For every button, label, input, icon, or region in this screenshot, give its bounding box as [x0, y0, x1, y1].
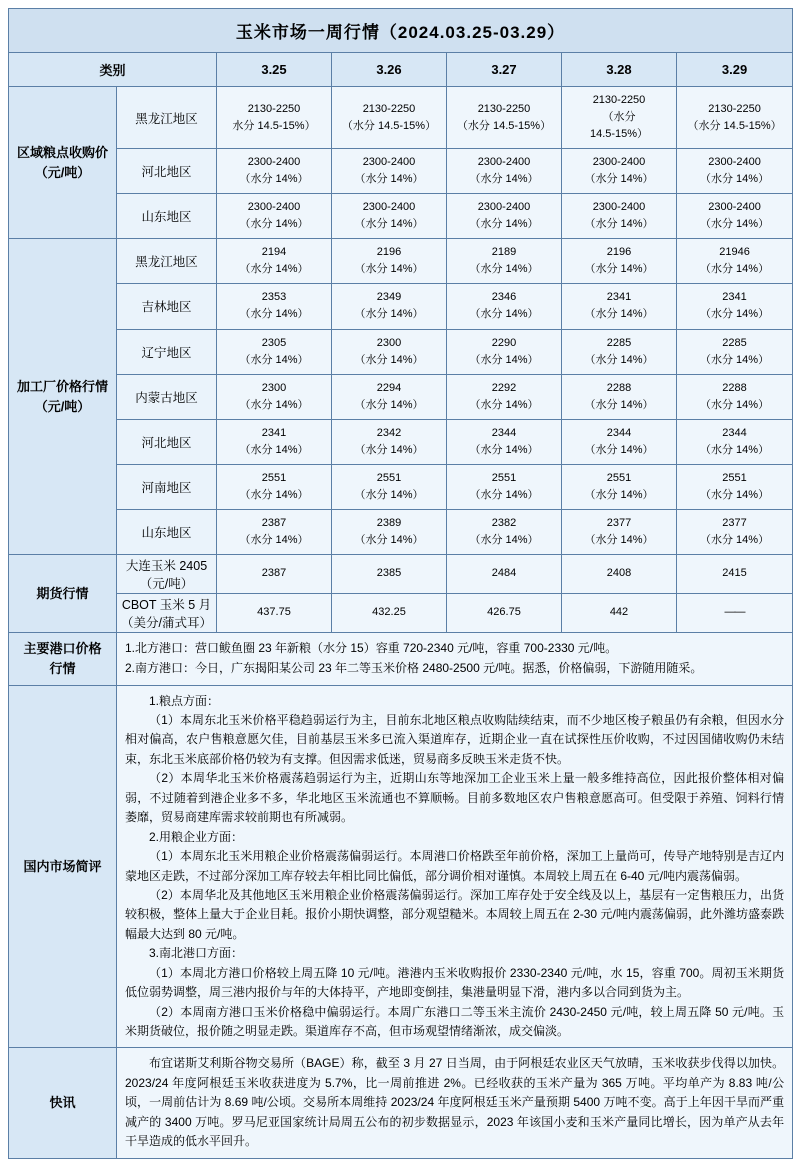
value: 2353 — [261, 291, 287, 304]
moisture: （水分 14%） — [469, 488, 539, 501]
moisture: （水分 14.5-15%） — [456, 119, 552, 132]
value: 2294 — [376, 381, 402, 394]
table-row — [9, 685, 793, 1048]
cell-factory-3-2 — [447, 374, 562, 419]
cell-futures-0-2: 2484 — [447, 554, 562, 593]
value: 2290 — [491, 336, 517, 349]
cell-factory-6-2 — [447, 509, 562, 554]
section-label-line2: （元/吨） — [34, 398, 91, 414]
table-row — [9, 374, 793, 419]
cell-region-2-4 — [677, 194, 793, 239]
cell-region-0-1 — [332, 87, 447, 149]
cell-region-2-1 — [332, 194, 447, 239]
moisture: （水分 — [602, 111, 636, 124]
cell-factory-1-0 — [217, 284, 332, 329]
review-p-8: （2）本周南方港口玉米价格稳中偏弱运行。本周广东港口二等玉米主流价 2430-2450 元/吨，较上周五降 50 元/吨。玉米期货破位，报价随之明显走跌。渠道库存不高，但市场观望情绪渐浓，成交偏淡。 — [125, 1004, 785, 1039]
cell-region-2-3 — [562, 194, 677, 239]
row-name-jilin: 吉林地区 — [117, 284, 217, 329]
moisture: （水分 14%） — [354, 443, 424, 456]
cell-futures-0-3: 2408 — [562, 554, 677, 593]
value: 2551 — [376, 471, 402, 484]
cell-factory-4-3 — [562, 419, 677, 464]
value: 2387 — [261, 516, 287, 529]
news-content — [117, 1048, 793, 1158]
moisture: （水分 14%） — [239, 173, 309, 186]
table-row — [9, 554, 793, 593]
moisture: （水分 14%） — [239, 398, 309, 411]
value: 2342 — [376, 426, 402, 439]
moisture: （水分 14.5-15%） — [687, 119, 782, 132]
value: 2344 — [606, 426, 632, 439]
cell-futures-1-2: 426.75 — [447, 593, 562, 632]
moisture: （水分 14%） — [239, 488, 309, 501]
moisture: （水分 14%） — [469, 173, 539, 186]
moisture: （水分 14%） — [700, 398, 770, 411]
moisture: （水分 14%） — [584, 308, 654, 321]
value: 2300-2400 — [708, 156, 761, 169]
cell-futures-1-0: 437.75 — [217, 593, 332, 632]
review-p-4: （1）本周东北玉米用粮企业价格震荡偏弱运行。本周港口价格跌至年前价格，深加工上量尚可，传导产地特别是吉辽内蒙地区走跌，不过部分深加工库存较去年相比同比偏低，部分调价相对谨慎。本周较上周五在 6-40 元/吨内震荡偏弱。 — [125, 849, 785, 883]
row-name-f-heilongjiang: 黑龙江地区 — [117, 239, 217, 284]
moisture: （水分 14%） — [239, 218, 309, 231]
cell-factory-5-2 — [447, 464, 562, 509]
value: 2292 — [491, 381, 517, 394]
table-row — [9, 464, 793, 509]
moisture-2: 14.5-15%） — [589, 128, 649, 141]
value: 2551 — [261, 471, 287, 484]
moisture: （水分 14%） — [700, 488, 770, 501]
moisture: （水分 14%） — [239, 533, 309, 546]
moisture: （水分 14%） — [584, 443, 654, 456]
value: 2377 — [606, 516, 632, 529]
review-p-1: （1）本周东北玉米价格平稳趋弱运行为主，目前东北地区粮点收购陆续结束，而不少地区梭子粮虽仍有余粮，但因水分相对偏高，农户售粮意愿欠佳，目前基层玉米多已流入渠道库存，近期企业一直在试探性压价收购，不过因国储收购仍未结束，东北玉米底部价格仍较为有支撑。但因需求低迷，贸易商多反映玉米走货不快。 — [125, 713, 785, 766]
section-label-news: 快讯 — [9, 1048, 117, 1158]
value: 2300 — [376, 336, 402, 349]
moisture: （水分 14%） — [584, 398, 654, 411]
header-date-3: 3.28 — [562, 53, 677, 87]
cell-factory-1-1 — [332, 284, 447, 329]
moisture: （水分 14%） — [700, 173, 770, 186]
moisture: （水分 14%） — [469, 218, 539, 231]
cell-factory-4-4 — [677, 419, 793, 464]
table-header-row — [9, 53, 793, 87]
cell-futures-1-4: —— — [677, 593, 793, 632]
table-row — [9, 419, 793, 464]
moisture: （水分 14%） — [239, 353, 309, 366]
cell-factory-3-4 — [677, 374, 793, 419]
cell-region-1-2 — [447, 149, 562, 194]
cell-region-2-0 — [217, 194, 332, 239]
cell-factory-3-0 — [217, 374, 332, 419]
table-title-row — [9, 9, 793, 53]
moisture: （水分 14%） — [584, 218, 654, 231]
moisture: （水分 14.5-15%） — [341, 119, 437, 132]
cell-factory-1-2 — [447, 284, 562, 329]
value: 2300-2400 — [708, 201, 761, 214]
value: 2130-2250 — [592, 94, 646, 106]
value: 2341 — [261, 426, 287, 439]
moisture: （水分 14%） — [354, 488, 424, 501]
moisture: （水分 14%） — [700, 218, 770, 231]
value: 2551 — [491, 471, 517, 484]
cell-factory-6-1 — [332, 509, 447, 554]
review-p-0: 1.粮点方面： — [149, 693, 220, 708]
cell-factory-0-4 — [677, 239, 793, 284]
moisture: （水分 14%） — [700, 353, 770, 366]
futures-unit: （美分/蒲式耳） — [121, 615, 212, 630]
cell-factory-0-2 — [447, 239, 562, 284]
section-label-line2: （元/吨） — [34, 164, 91, 180]
cell-region-0-4 — [677, 87, 793, 149]
value: 2189 — [491, 246, 517, 259]
value: 2130-2250 — [247, 102, 301, 115]
value: 2288 — [606, 381, 632, 394]
section-label-region-purchase — [9, 87, 117, 239]
table-row — [9, 329, 793, 374]
section-label-factory-price — [9, 239, 117, 555]
row-name-f-shandong: 山东地区 — [117, 509, 217, 554]
value: 2300-2400 — [592, 156, 646, 169]
section-label-futures: 期货行情 — [9, 554, 117, 632]
table-row — [9, 239, 793, 284]
moisture: （水分 14%） — [584, 533, 654, 546]
moisture: （水分 14%） — [700, 443, 770, 456]
section-label-ports — [9, 632, 117, 685]
futures-name: 大连玉米 2405 — [125, 558, 208, 573]
value: 2300-2400 — [477, 201, 531, 214]
section-label-line2: 行情 — [49, 660, 76, 676]
value: 2551 — [606, 471, 632, 484]
row-name-hebei: 河北地区 — [117, 149, 217, 194]
moisture: （水分 14%） — [354, 398, 424, 411]
moisture: （水分 14%） — [354, 263, 424, 276]
moisture: （水分 14%） — [239, 263, 309, 276]
header-date-0: 3.25 — [217, 53, 332, 87]
value: 2285 — [722, 336, 747, 349]
moisture: （水分 14%） — [354, 533, 424, 546]
table-row — [9, 1048, 793, 1158]
cell-region-0-0 — [217, 87, 332, 149]
cell-factory-2-0 — [217, 329, 332, 374]
moisture: （水分 14%） — [700, 263, 770, 276]
cell-factory-3-1 — [332, 374, 447, 419]
moisture: 水分 14.5-15%） — [232, 119, 316, 132]
section-label-line1: 加工厂价格行情 — [16, 379, 108, 395]
value: 2130-2250 — [708, 102, 761, 115]
header-date-4: 3.29 — [677, 53, 793, 87]
value: 2196 — [376, 246, 402, 259]
moisture: （水分 14%） — [584, 353, 654, 366]
moisture: （水分 14%） — [584, 173, 654, 186]
review-p-7: （1）本周北方港口价格较上周五降 10 元/吨。港港内玉米收购报价 2330-2340 元/吨，水 15，容重 700。周初玉米期货低位弱势调整，周三港内报价与年的大体持平，产地即变倒挂，集港量明显下滑，港内多以合同到货为主。 — [125, 965, 785, 1000]
cell-region-0-2 — [447, 87, 562, 149]
cell-factory-5-3 — [562, 464, 677, 509]
cell-factory-3-3 — [562, 374, 677, 419]
cell-factory-5-1 — [332, 464, 447, 509]
value: 2196 — [606, 246, 632, 259]
table-row — [9, 284, 793, 329]
section-label-line1: 主要港口价格 — [23, 641, 102, 657]
moisture: （水分 14%） — [469, 533, 539, 546]
header-category: 类别 — [9, 53, 217, 87]
value: 2344 — [722, 426, 747, 439]
ports-content — [117, 632, 793, 685]
market-review-content — [117, 685, 793, 1048]
cell-region-1-0 — [217, 149, 332, 194]
value: 2344 — [491, 426, 517, 439]
value: 2346 — [491, 291, 517, 304]
cell-factory-6-4 — [677, 509, 793, 554]
moisture: （水分 14%） — [700, 308, 770, 321]
moisture: （水分 14%） — [239, 308, 309, 321]
value: 2349 — [376, 291, 402, 304]
cell-region-1-4 — [677, 149, 793, 194]
cell-futures-0-4: 2415 — [677, 554, 793, 593]
moisture: （水分 14%） — [354, 353, 424, 366]
moisture: （水分 14%） — [469, 398, 539, 411]
moisture: （水分 14%） — [354, 218, 424, 231]
value: 2341 — [606, 291, 632, 304]
row-name-heilongjiang: 黑龙江地区 — [117, 87, 217, 149]
row-name-dalian-corn-2405 — [117, 554, 217, 593]
cell-region-1-3 — [562, 149, 677, 194]
moisture: （水分 14%） — [584, 263, 654, 276]
moisture: （水分 14%） — [469, 443, 539, 456]
cell-factory-5-4 — [677, 464, 793, 509]
row-name-neimenggu: 内蒙古地区 — [117, 374, 217, 419]
value: 2300-2400 — [362, 201, 416, 214]
moisture: （水分 14%） — [354, 308, 424, 321]
value: 2288 — [722, 381, 747, 394]
ports-line-south: 2.南方港口：今日，广东揭阳某公司 23 年二等玉米价格 2480-2500 元/吨。据悉，价格偏弱，下游随用随采。 — [125, 660, 703, 675]
section-label-market-review: 国内市场简评 — [9, 685, 117, 1048]
ports-line-north: 1.北方港口：营口鲅鱼圈 23 年新粮（水分 15）容重 720-2340 元/吨，容重 700-2330 元/吨。 — [125, 640, 618, 655]
cell-factory-5-0 — [217, 464, 332, 509]
table-row — [9, 593, 793, 632]
row-name-shandong: 山东地区 — [117, 194, 217, 239]
header-date-2: 3.27 — [447, 53, 562, 87]
value: 2130-2250 — [477, 102, 531, 115]
row-name-f-hebei: 河北地区 — [117, 419, 217, 464]
value: 2300 — [261, 381, 287, 394]
cell-factory-4-2 — [447, 419, 562, 464]
cell-futures-1-3: 442 — [562, 593, 677, 632]
cell-region-2-2 — [447, 194, 562, 239]
cell-factory-1-3 — [562, 284, 677, 329]
cell-factory-0-3 — [562, 239, 677, 284]
cell-region-0-3 — [562, 87, 677, 149]
cell-factory-4-1 — [332, 419, 447, 464]
value: 2341 — [722, 291, 747, 304]
header-date-1: 3.26 — [332, 53, 447, 87]
table-row — [9, 149, 793, 194]
value: 2305 — [261, 336, 287, 349]
moisture: （水分 14%） — [584, 488, 654, 501]
table-row — [9, 194, 793, 239]
futures-unit: （元/吨） — [139, 576, 194, 591]
table-row — [9, 509, 793, 554]
news-text: 布宜诺斯艾利斯谷物交易所（BAGE）称，截至 3 月 27 日当周，由于阿根廷农业区天气放晴，玉米收获步伐得以加快。2023/24 年度阿根廷玉米收获进度为 5.7%，比一周前推进 2%。已经收获的玉米产量为 365 万吨。平均单产为 8.83 吨/公顷，一周前估计为 8.69 吨/公顷。交易所本周维持 2023/24 年度阿根廷玉米产量预期 5400 万吨不变。高于上年因干旱而严重减产的 3400 万吨。罗马尼亚国家统计局周五公布的初步数据显示，2023 年该国小麦和玉米产量同比增长，因为单产从去年干旱造成的低水平回升。 — [125, 1056, 785, 1149]
table-row — [9, 632, 793, 685]
corn-market-weekly-table — [8, 8, 793, 1159]
cell-factory-1-4 — [677, 284, 793, 329]
cell-futures-0-0: 2387 — [217, 554, 332, 593]
cell-futures-1-1: 432.25 — [332, 593, 447, 632]
review-p-3: 2.用粮企业方面： — [149, 829, 244, 844]
value: 2382 — [491, 516, 517, 529]
value: 2377 — [722, 516, 747, 529]
value: 2551 — [722, 471, 747, 484]
review-p-2: （2）本周华北玉米价格震荡趋弱运行为主，近期山东等地深加工企业玉米上量一般多维持高位，因此报价整体相对偏弱，不过随着到港企业多不多，华北地区玉米流通也不算顺畅。目前多数地区农户售粮意愿高可。但受限于养殖、饲料行情萎靡，贸易商建库需求较前期也有所减弱。 — [125, 771, 785, 825]
table-row — [9, 87, 793, 149]
moisture: （水分 14%） — [469, 308, 539, 321]
cell-factory-2-4 — [677, 329, 793, 374]
moisture: （水分 14%） — [239, 443, 309, 456]
value: 2300-2400 — [247, 201, 301, 214]
futures-name: CBOT 玉米 5 月 — [121, 597, 212, 612]
review-p-5: （2）本周华北及其他地区玉米用粮企业价格震荡偏弱运行。深加工库存处于安全线及以上，基层有一定售粮压力，出货较积极，整体上量大于企业目耗。报价小期快调整，部分观望糙米。本周较上周五在 2-30 元/吨内震荡偏弱，此外潍坊盛泰跌幅最大达到 80 元/吨。 — [125, 887, 785, 941]
moisture: （水分 14%） — [354, 173, 424, 186]
value: 21946 — [719, 246, 750, 259]
value: 2285 — [606, 336, 632, 349]
cell-factory-0-1 — [332, 239, 447, 284]
value: 2300-2400 — [477, 156, 531, 169]
cell-factory-2-1 — [332, 329, 447, 374]
value: 2300-2400 — [362, 156, 416, 169]
cell-factory-4-0 — [217, 419, 332, 464]
moisture: （水分 14%） — [469, 263, 539, 276]
cell-factory-6-0 — [217, 509, 332, 554]
review-p-6: 3.南北港口方面： — [149, 946, 244, 961]
cell-futures-0-1: 2385 — [332, 554, 447, 593]
value: 2300-2400 — [247, 156, 301, 169]
section-label-line1: 区域粮点收购价 — [16, 145, 108, 161]
value: 2300-2400 — [592, 201, 646, 214]
page-title: 玉米市场一周行情（2024.03.25-03.29） — [9, 9, 793, 53]
cell-factory-2-2 — [447, 329, 562, 374]
cell-region-1-1 — [332, 149, 447, 194]
moisture: （水分 14%） — [700, 533, 770, 546]
row-name-cbot-corn-may — [117, 593, 217, 632]
row-name-henan: 河南地区 — [117, 464, 217, 509]
cell-factory-2-3 — [562, 329, 677, 374]
value: 2389 — [376, 516, 402, 529]
cell-factory-6-3 — [562, 509, 677, 554]
moisture: （水分 14%） — [469, 353, 539, 366]
value: 2130-2250 — [362, 102, 416, 115]
value: 2194 — [261, 246, 287, 259]
cell-factory-0-0 — [217, 239, 332, 284]
row-name-liaoning: 辽宁地区 — [117, 329, 217, 374]
